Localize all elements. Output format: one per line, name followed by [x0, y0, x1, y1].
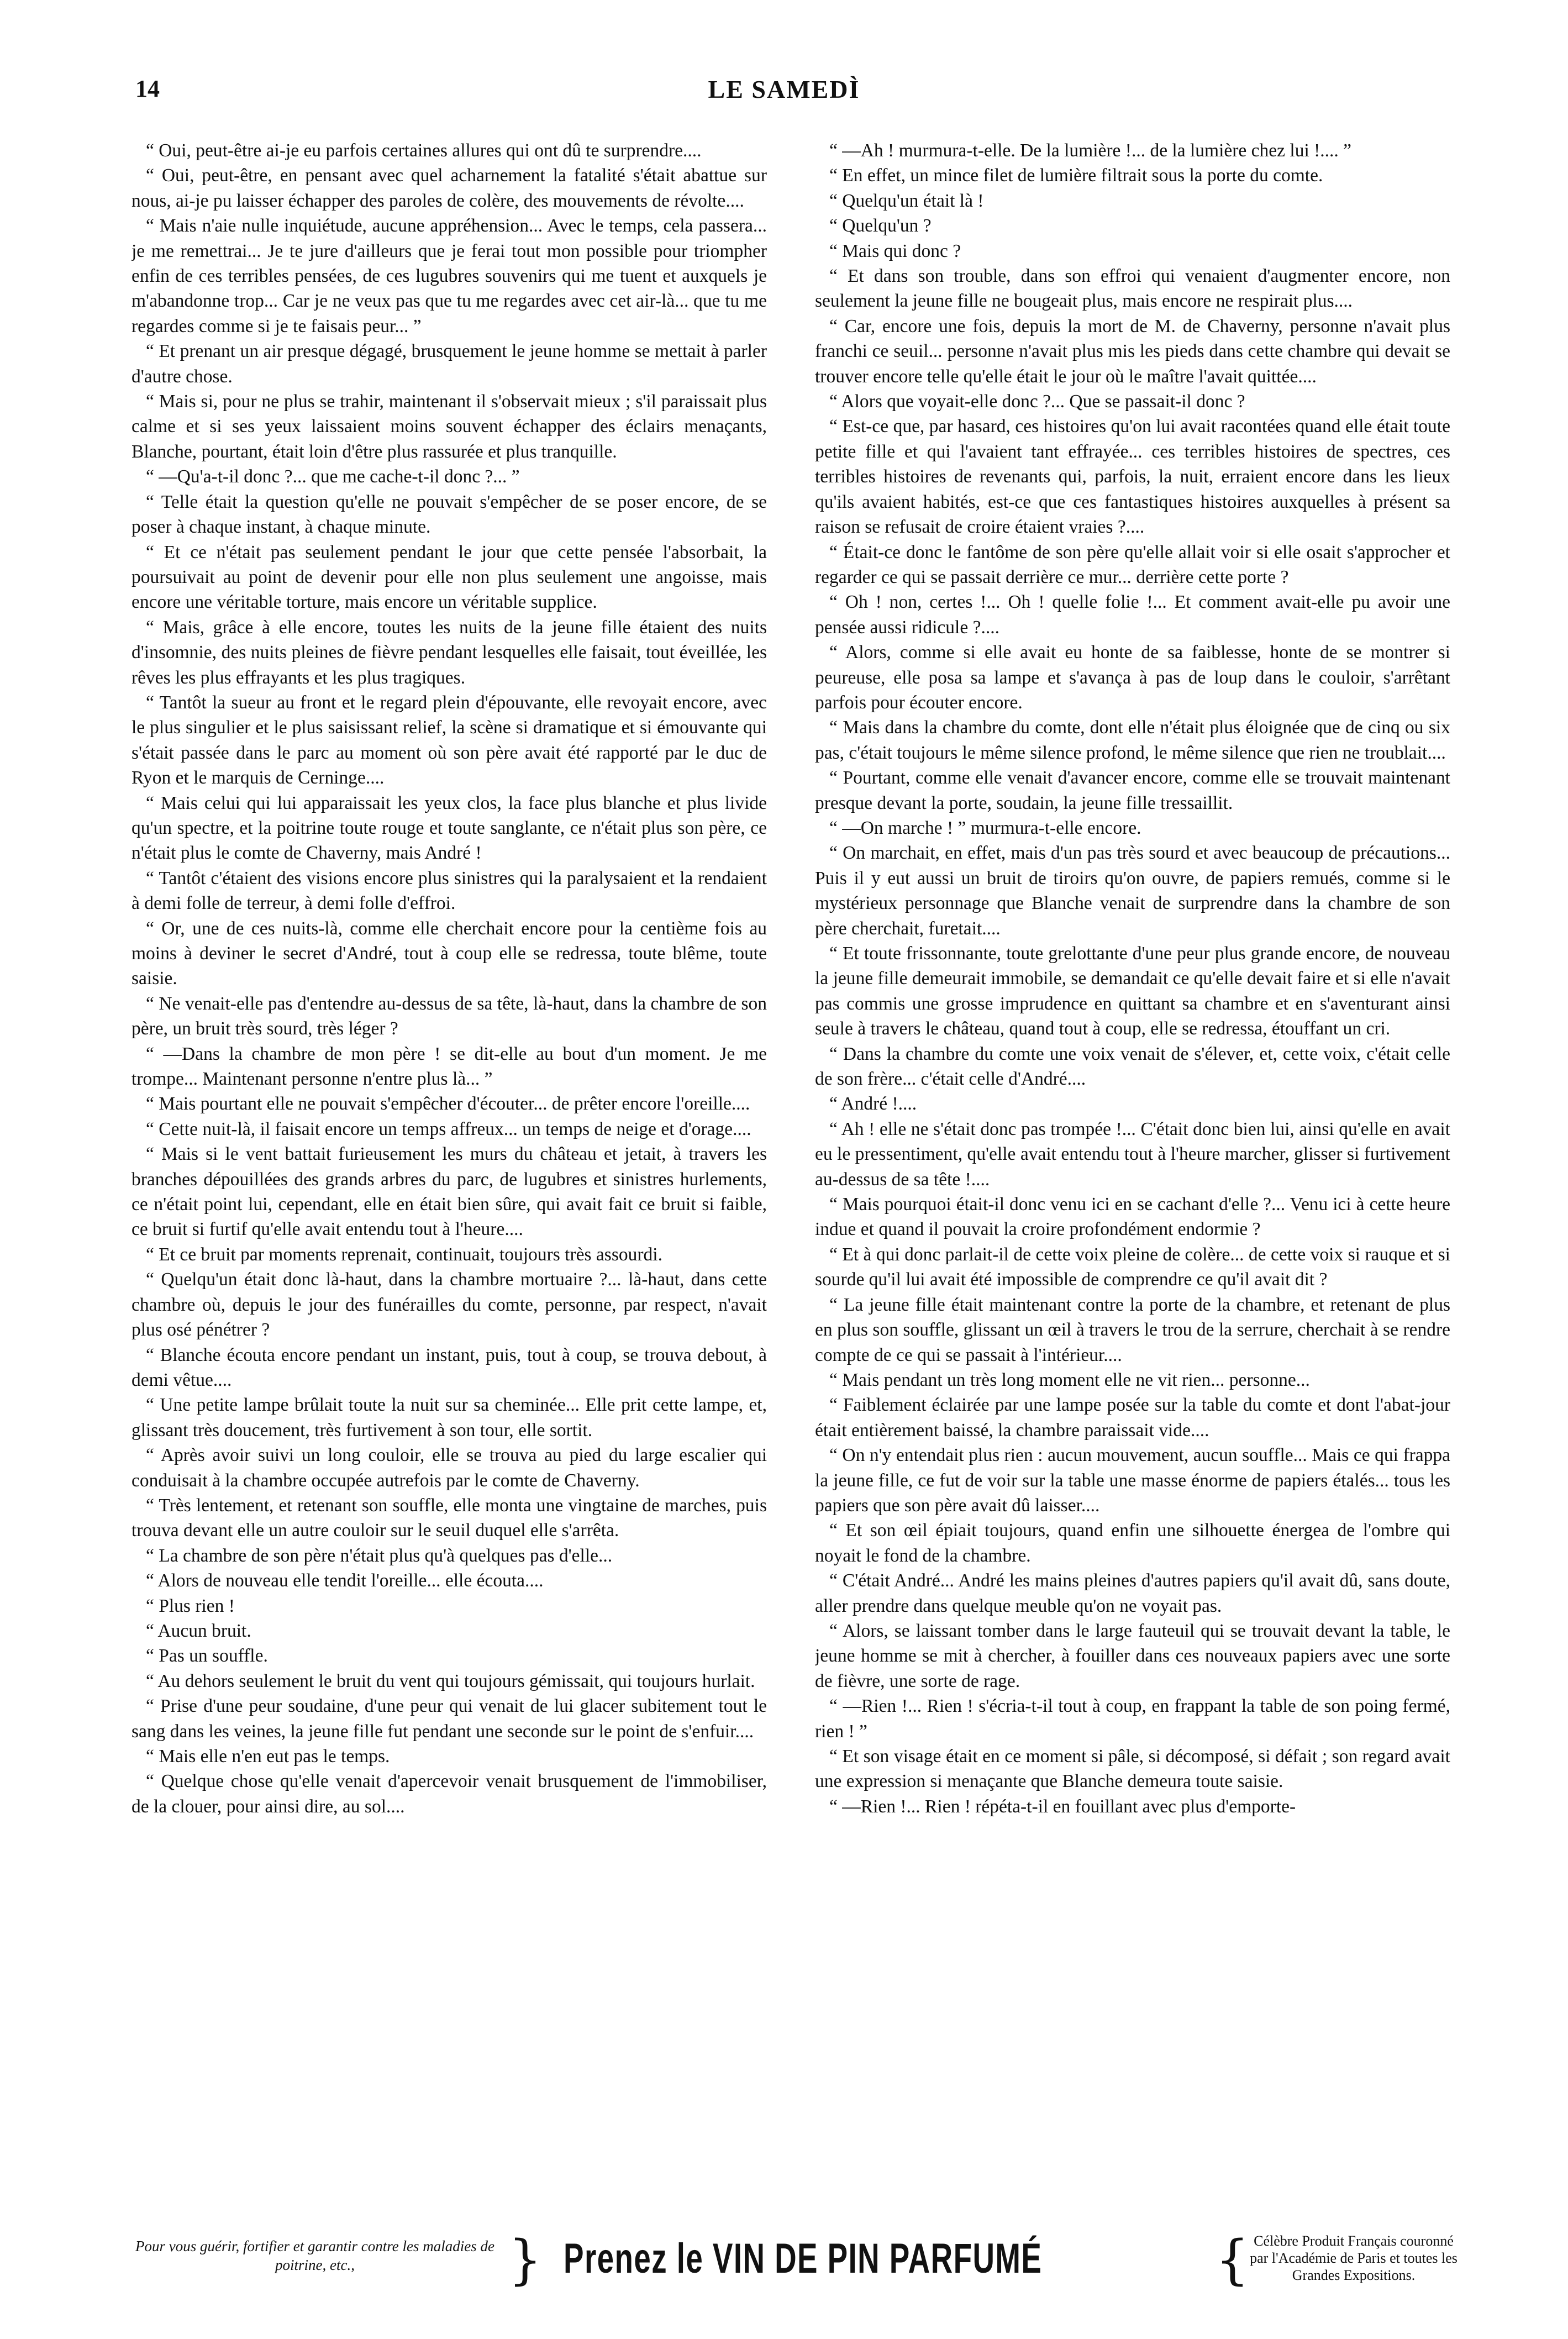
left-column [131, 138, 767, 2216]
ad-right-text: Célèbre Produit Français couronné par l'Académie de Paris et toutes les Grandes Expositions. [1250, 2233, 1457, 2283]
paragraph: “ Alors que voyait-elle donc ?... Que se passait-il donc ? [829, 391, 1245, 412]
paragraph: “ Mais n'aie nulle inquiétude, aucune appréhension... Avec le temps, cela passera... je me remettrai... Je te jure d'ailleurs que je ferai tout mon possible pour triompher enfin de ces terribles pensées, de ces lugubres souvenirs qui me tuent et auxquels je m'abandonne trop... Car je ne veux pas que tu me regardes avec cet air-là... que tu me regardes comme si je te faisais peur... ” [131, 215, 767, 337]
paragraph: “ Alors, se laissant tomber dans le large fauteuil qui se trouvait devant la table, le jeune homme se mit à chercher, à fouiller dans ces nouveaux papiers avec une sorte de fièvre, une sorte de rage. [815, 1620, 1450, 1691]
page-number: 14 [135, 75, 160, 102]
paragraph: “ Très lentement, et retenant son souffle, elle monta une vingtaine de marches, puis trouva devant elle un autre couloir sur le seuil duquel elle s'arrêta. [131, 1495, 767, 1541]
paragraph: “ C'était André... André les mains pleines d'autres papiers qu'il avait dû, sans doute, aller prendre dans quelque meuble qu'on ne voyait pas. [815, 1570, 1450, 1616]
paragraph: “ Tantôt la sueur au front et le regard plein d'épouvante, elle revoyait encore, avec le plus singulier et le plus saisissant relief, la scène si dramatique et si émouvante qui s'était passée dans le parc au moment où son père avait été rapporté par le duc de Ryon et le marquis de Cerninge.... [131, 692, 767, 789]
paragraph: “ Telle était la question qu'elle ne pouvait s'empêcher de se poser encore, de se poser à chaque instant, à chaque minute. [131, 491, 767, 538]
paragraph: “ Alors de nouveau elle tendit l'oreille... elle écouta.... [146, 1570, 544, 1591]
ad-left-text: Pour vous guérir, fortifier et garantir contre les maladies de poitrine, etc., [135, 2238, 494, 2273]
paragraph: “ Ah ! elle ne s'était donc pas trompée !... C'était donc bien lui, ainsi qu'elle en avait eu le pressentiment, qu'elle avait entendu tout à l'heure marcher, glisser si furtivement au-dessus de sa tête !.... [815, 1118, 1450, 1190]
paragraph: “ André !.... [829, 1094, 917, 1115]
paragraph: “ Mais si, pour ne plus se trahir, maintenant il s'observait mieux ; s'il paraissait plus calme et si ses yeux laissaient moins souvent échapper des éclairs menaçants, Blanche, pourtant, était loin d'être plus rassurée et plus tranquille. [131, 391, 767, 462]
paragraph: “ Pourtant, comme elle venait d'avancer encore, comme elle se trouvait maintenant presque devant la porte, soudain, la jeune fille tressaillit. [815, 768, 1450, 813]
paragraph: “ Alors, comme si elle avait eu honte de sa faiblesse, honte de se montrer si peureuse, elle posa sa lampe et s'avança à pas de loup dans le couloir, s'arrêtant parfois pour écouter encore. [815, 642, 1450, 713]
paragraph: “ Mais pourquoi était-il donc venu ici en se cachant d'elle ?... Venu ici à cette heure indue et quand il pouvait la croire profondément endormie ? [815, 1194, 1450, 1240]
paragraph: “ Or, une de ces nuits-là, comme elle cherchait encore pour la centième fois au moins à deviner le secret d'André, tout à coup elle se redressa, toute blême, toute saisie. [131, 918, 767, 989]
paragraph: “ Quelque chose qu'elle venait d'apercevoir venait brusquement de l'immobiliser, de la clouer, pour ainsi dire, au sol.... [131, 1771, 767, 1817]
paragraph: “ Est-ce que, par hasard, ces histoires qu'on lui avait racontées quand elle était toute petite fille et qui l'avaient tant effrayée... ces terribles histoires de spectres, ces terribles histoires de revenants qui, parfois, la nuit, erraient encore dans les lieux qu'ils avaient habités, est-ce que ces fantastiques histoires auxquelles à présent sa raison se refusait de croire étaient vraies ?.... [815, 416, 1450, 538]
paragraph: “ Car, encore une fois, depuis la mort de M. de Chaverny, personne n'avait plus franchi ce seuil... personne n'avait plus mis les pieds dans cette chambre qui devait se trouver encore telle qu'elle était le jour où le maître l'avait quittée.... [815, 316, 1450, 387]
paragraph: “ —On marche ! ” murmura-t-elle encore. [829, 817, 1141, 838]
paragraph: “ Pas un souffle. [146, 1646, 268, 1667]
paragraph: “ Mais elle n'en eut pas le temps. [146, 1746, 390, 1767]
paragraph: “ Mais celui qui lui apparaissait les yeux clos, la face plus blanche et plus livide qu'un spectre, et la poitrine toute rouge et toute sanglante, ce n'était plus son père, ce n'était plus le comte de Chaverny, mais André ! [131, 792, 767, 864]
paragraph: “ Et prenant un air presque dégagé, brusquement le jeune homme se mettait à parler d'autre chose. [131, 341, 767, 387]
paragraph: “ Quelqu'un était donc là-haut, dans la chambre mortuaire ?... là-haut, dans cette chambre où, depuis le jour des funérailles du comte, personne, par respect, n'avait plus osé pénétrer ? [131, 1269, 767, 1341]
paragraph: “ Et son visage était en ce moment si pâle, si décomposé, si défait ; son regard avait une expression si menaçante que Blanche demeura toute saisie. [815, 1746, 1450, 1792]
paragraph: “ —Ah ! murmura-t-elle. De la lumière !... de la lumière chez lui !.... ” [829, 140, 1352, 161]
advertisement [0, 2221, 1568, 2299]
paragraph: “ En effet, un mince filet de lumière filtrait sous la porte du comte. [829, 165, 1323, 186]
paragraph: “ On marchait, en effet, mais d'un pas très sourd et avec beaucoup de précautions... Puis il y eut aussi un bruit de tiroirs qu'on ouvre, de papiers remués, comme si le mystérieux personnage que Blanche venait de surprendre dans la chambre de son père cherchait, furetait.... [815, 843, 1450, 939]
paragraph: “ Mais qui donc ? [829, 240, 961, 261]
paragraph: “ Oui, peut-être, en pensant avec quel acharnement la fatalité s'était abattue sur nous, ai-je pu laisser échapper des paroles de colère, des mouvements de révolte.... [131, 165, 767, 211]
paragraph: “ Faiblement éclairée par une lampe posée sur la table du comte et dont l'abat-jour était entièrement baissé, la chambre paraissait vide.... [815, 1395, 1450, 1441]
paragraph: “ Après avoir suivi un long couloir, elle se trouva au pied du large escalier qui conduisait à la chambre occupée autrefois par le comte de Chaverny. [131, 1445, 767, 1491]
ad-right-brace: { [1216, 2229, 1250, 2291]
ad-left-brace: } [508, 2229, 543, 2291]
paragraph: “ Quelqu'un était là ! [829, 190, 984, 211]
paragraph: “ Et ce n'était pas seulement pendant le jour que cette pensée l'absorbait, la poursuivait au point de devenir pour elle non plus seulement une angoisse, mais encore une véritable torture, mais encore un véritable supplice. [131, 542, 767, 613]
paragraph: “ Et dans son trouble, dans son effroi qui venaient d'augmenter encore, non seulement la jeune fille ne bougeait plus, mais encore ne respirait plus.... [815, 266, 1450, 312]
paragraph: “ La chambre de son père n'était plus qu'à quelques pas d'elle... [146, 1545, 613, 1566]
paragraph: “ Et ce bruit par moments reprenait, continuait, toujours très assourdi. [146, 1244, 662, 1265]
paragraph: “ Et toute frissonnante, toute grelottante d'une peur plus grande encore, de nouveau la jeune fille demeurait immobile, se demandait ce qu'elle devait faire et si elle n'avait pas commis une grosse imprudence en quittant sa chambre et en s'aventurant ainsi seule à travers le château, quand tout à coup, elle se redressa, étouffant un cri. [815, 943, 1450, 1039]
paragraph: “ Aucun bruit. [146, 1620, 251, 1641]
paragraph: “ Et son œil épiait toujours, quand enfin une silhouette énergea de l'ombre qui noyait le fond de la chambre. [815, 1520, 1450, 1566]
paragraph: “ —Rien !... Rien ! répéta-t-il en fouillant avec plus d'emporte- [829, 1796, 1296, 1817]
paragraph: “ On n'y entendait plus rien : aucun mouvement, aucun souffle... Mais ce qui frappa la jeune fille, ce fut de voir sur la table une masse énorme de papiers étalés... tous les papiers que son père avait dû laisser.... [815, 1445, 1450, 1516]
paragraph: “ Mais pendant un très long moment elle ne vit rien... personne... [829, 1369, 1310, 1390]
paragraph: “ Mais dans la chambre du comte, dont elle n'était plus éloignée que de cinq ou six pas, c'était toujours le même silence profond, le même silence que rien ne troublait.... [815, 717, 1450, 763]
paragraph: “ Blanche écouta encore pendant un instant, puis, tout à coup, se trouva debout, à demi vêtue.... [131, 1344, 767, 1390]
paragraph: “ Au dehors seulement le bruit du vent qui toujours gémissait, qui toujours hurlait. [146, 1670, 755, 1691]
paragraph: “ Quelqu'un ? [829, 215, 932, 236]
paragraph: “ Plus rien ! [146, 1595, 235, 1616]
masthead: LE SAMEDÌ [708, 75, 860, 103]
paragraph: “ Mais pourtant elle ne pouvait s'empêcher d'écouter... de prêter encore l'oreille.... [146, 1094, 750, 1115]
paragraph: “ —Qu'a-t-il donc ?... que me cache-t-il donc ?... ” [146, 466, 520, 487]
paragraph: “ Dans la chambre du comte une voix venait de s'élever, et, cette voix, c'était celle de son frère... c'était celle d'André.... [815, 1043, 1450, 1090]
paragraph: “ Cette nuit-là, il faisait encore un temps affreux... un temps de neige et d'orage.... [146, 1118, 751, 1139]
paragraph: “ Était-ce donc le fantôme de son père qu'elle allait voir si elle osait s'approcher et regarder ce qui se passait derrière ce mur... derrière cette porte ? [815, 542, 1450, 587]
paragraph: “ —Rien !... Rien ! s'écria-t-il tout à coup, en frappant la table de son poing fermé, rien ! ” [815, 1696, 1450, 1742]
paragraph: “ Ne venait-elle pas d'entendre au-dessus de sa tête, là-haut, dans la chambre de son père, un bruit très sourd, très léger ? [131, 993, 767, 1039]
paragraph: “ Mais, grâce à elle encore, toutes les nuits de la jeune fille étaient des nuits d'insomnie, des nuits pleines de fièvre pendant lesquelles elle faisait, tout éveillée, les rêves les plus effrayants et les plus tragiques. [131, 617, 767, 688]
paragraph: “ Et à qui donc parlait-il de cette voix pleine de colère... de cette voix si rauque et si sourde qu'il lui avait été impossible de comprendre ce qu'il avait dit ? [815, 1244, 1450, 1290]
paragraph: “ Tantôt c'étaient des visions encore plus sinistres qui la paralysaient et la rendaient à demi folle de terreur, à demi folle d'effroi. [131, 868, 767, 914]
paragraph: “ Oui, peut-être ai-je eu parfois certaines allures qui ont dû te surprendre.... [146, 140, 702, 161]
paragraph: “ Prise d'une peur soudaine, d'une peur qui venait de lui glacer subitement tout le sang dans les veines, la jeune fille fut pendant une seconde sur le point de s'enfuir.... [131, 1696, 767, 1742]
right-column [815, 138, 1450, 2216]
paragraph: “ La jeune fille était maintenant contre la porte de la chambre, et retenant de plus en plus son souffle, glissant un œil à travers le trou de la serrure, cherchait à se rendre compte de ce qui se passait à l'intérieur.... [815, 1294, 1450, 1365]
ad-headline: Prenez le VIN DE PIN PARFUMÉ [564, 2235, 1043, 2282]
paragraph: “ —Dans la chambre de mon père ! se dit-elle au bout d'un moment. Je me trompe... Maintenant personne n'entre plus là... ” [131, 1043, 767, 1090]
paragraph: “ Oh ! non, certes !... Oh ! quelle folie !... Et comment avait-elle pu avoir une pensée aussi ridicule ?.... [815, 592, 1450, 638]
paragraph: “ Mais si le vent battait furieusement les murs du château et jetait, à travers les branches dépouillées des grands arbres du parc, de lugubres et sinistres hurlements, ce n'était point lui, cependant, elle en était bien sûre, qui avait fait ce bruit si faible, ce bruit si furtif qu'elle avait entendu tout à l'heure.... [131, 1144, 767, 1240]
paragraph: “ Une petite lampe brûlait toute la nuit sur sa cheminée... Elle prit cette lampe, et, glissant très doucement, très furtivement à son tour, elle sortit. [131, 1395, 767, 1441]
